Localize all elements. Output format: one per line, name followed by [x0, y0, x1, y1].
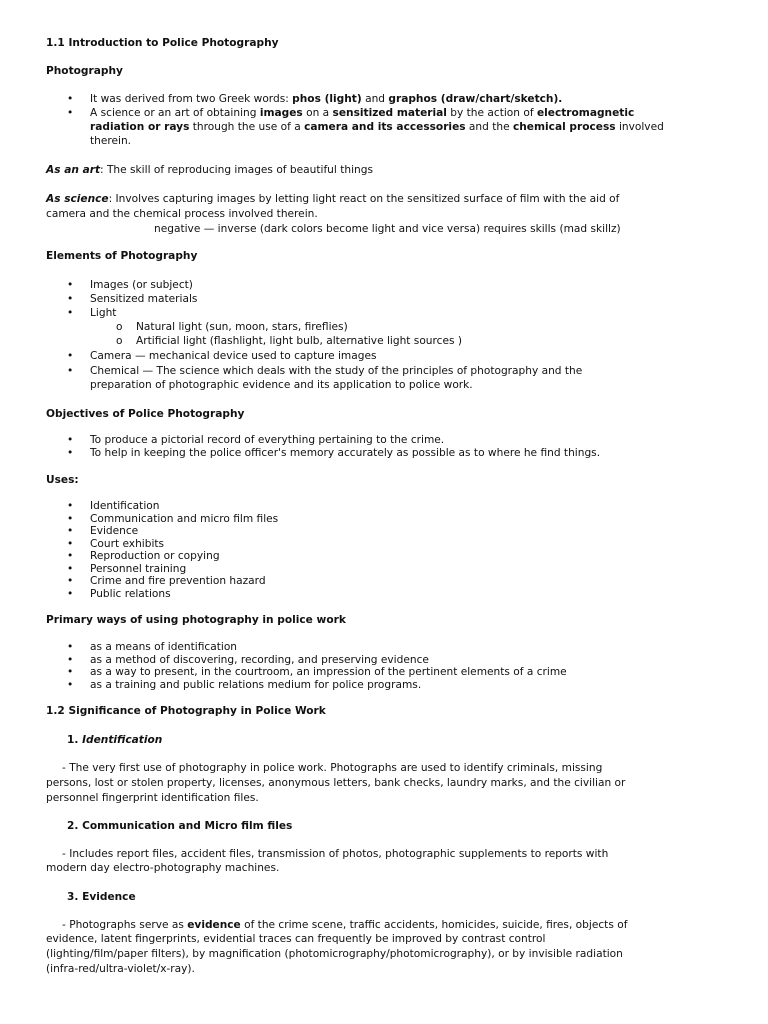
- paragraph-line: - Includes report files, accident files, transmission of photos, photographic supplements to reports with: [62, 848, 609, 860]
- subsection-heading-identification: 1. Identification: [67, 734, 163, 746]
- paragraph-line: persons, lost or stolen property, licenses, anonymous letters, bank checks, laundry marks, and the civilian or: [46, 777, 626, 789]
- paragraph-line: (infra-red/ultra-violet/x-ray).: [46, 963, 195, 975]
- art-definition: As an art: The skill of reproducing images of beautiful things: [46, 164, 373, 176]
- subsection-heading-evidence: 3. Evidence: [67, 891, 136, 903]
- paragraph-line: modern day electro-photography machines.: [46, 862, 280, 874]
- science-definition-cont: camera and the chemical process involved therein.: [46, 208, 318, 220]
- negative-note: negative — inverse (dark colors become light and vice versa) requires skills (mad skillz): [154, 223, 621, 235]
- paragraph-line: - Photographs serve as evidence of the crime scene, traffic accidents, homicides, suicide, fires, objects of: [62, 919, 628, 931]
- section-heading-1-2: 1.2 Significance of Photography in Police Work: [46, 705, 326, 717]
- paragraph-line: evidence, latent fingerprints, evidential traces can frequently be improved by contrast control: [46, 933, 546, 945]
- paragraph-line: personnel fingerprint identification files.: [46, 792, 259, 804]
- elements-heading: Elements of Photography: [46, 250, 198, 262]
- photography-heading: Photography: [46, 65, 123, 77]
- paragraph-line: (lighting/film/paper filters), by magnification (photomicrography/photomicrography), or by invisible radiation: [46, 948, 623, 960]
- paragraph-line: - The very first use of photography in police work. Photographs are used to identify criminals, missing: [62, 762, 603, 774]
- primary-ways-heading: Primary ways of using photography in police work: [46, 614, 346, 626]
- bullet: •: [67, 93, 74, 105]
- objectives-heading: Objectives of Police Photography: [46, 408, 245, 420]
- subsection-heading-communication: 2. Communication and Micro film files: [67, 820, 293, 832]
- section-heading-1-1: 1.1 Introduction to Police Photography: [46, 37, 279, 49]
- science-definition: As science: Involves capturing images by letting light react on the sensitized surface of film with the aid of: [46, 193, 620, 205]
- uses-heading: Uses:: [46, 474, 79, 486]
